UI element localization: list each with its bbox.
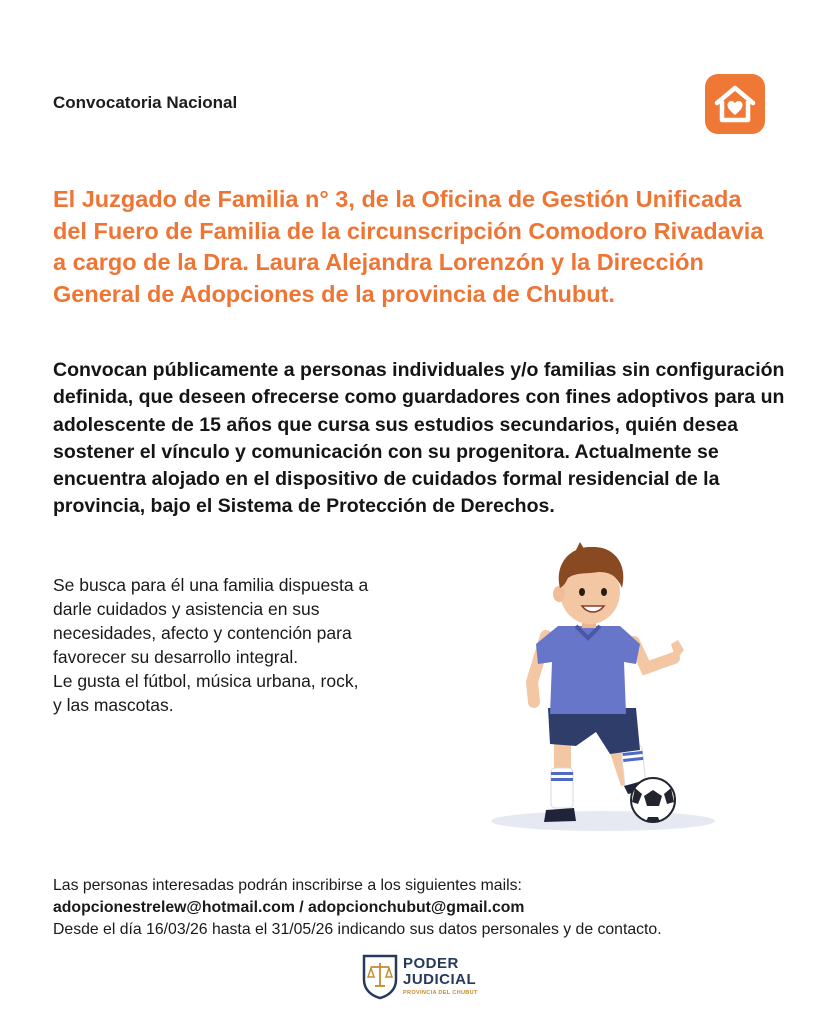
kicker-title: Convocatoria Nacional <box>53 93 238 112</box>
description-line: Le gusta el fútbol, música urbana, rock, <box>53 671 359 691</box>
logo-text <box>403 956 478 998</box>
contact-emails[interactable]: adopcionestrelew@hotmail.com / adopcionchubut@gmail.com <box>53 899 525 916</box>
description-line: Se busca para él una familia dispuesta a <box>53 575 369 595</box>
logo-line-2: JUDICIAL <box>403 971 477 988</box>
footer <box>53 875 773 941</box>
scales-shield-icon <box>360 952 400 1000</box>
description <box>53 573 453 717</box>
poder-judicial-logo <box>360 952 490 1002</box>
logo-line-3: PROVINCIA DEL CHUBUT <box>403 990 478 996</box>
headline: El Juzgado de Familia n° 3, de la Oficina de Gestión Unificada del Fuero de Familia de la circunscripción Comodoro Rivadavia a cargo de la Dra. Laura Alejandra Lorenzón y la Dirección General de Adopciones de la provincia de Chubut. <box>53 186 764 307</box>
description-line: y las mascotas. <box>53 695 174 715</box>
footer-intro: Las personas interesadas podrán inscribirse a los siguientes mails: <box>53 877 522 894</box>
logo-line-1: PODER <box>403 955 459 972</box>
description-line: necesidades, afecto y contención para <box>53 623 352 643</box>
house-heart-icon <box>705 74 765 134</box>
lead-paragraph: Convocan públicamente a personas individuales y/o familias sin configuración definida, que deseen ofrecerse como guardadores con fines adoptivos para un adolescente de 15 años que cursa sus estudios secundarios, quién desea sostener el vínculo y comunicación con su progenitora. Actualmente se encuentra alojado en el dispositivo de cuidados formal residencial de la provincia, bajo el Sistema de Protección de Derechos. <box>53 359 785 518</box>
description-line: favorecer su desarrollo integral. <box>53 647 299 667</box>
boy-with-soccer-ball-illustration <box>488 532 718 837</box>
description-line: darle cuidados y asistencia en sus <box>53 599 320 619</box>
footer-dates: Desde el día 16/03/26 hasta el 31/05/26 indicando sus datos personales y de contacto. <box>53 921 662 938</box>
